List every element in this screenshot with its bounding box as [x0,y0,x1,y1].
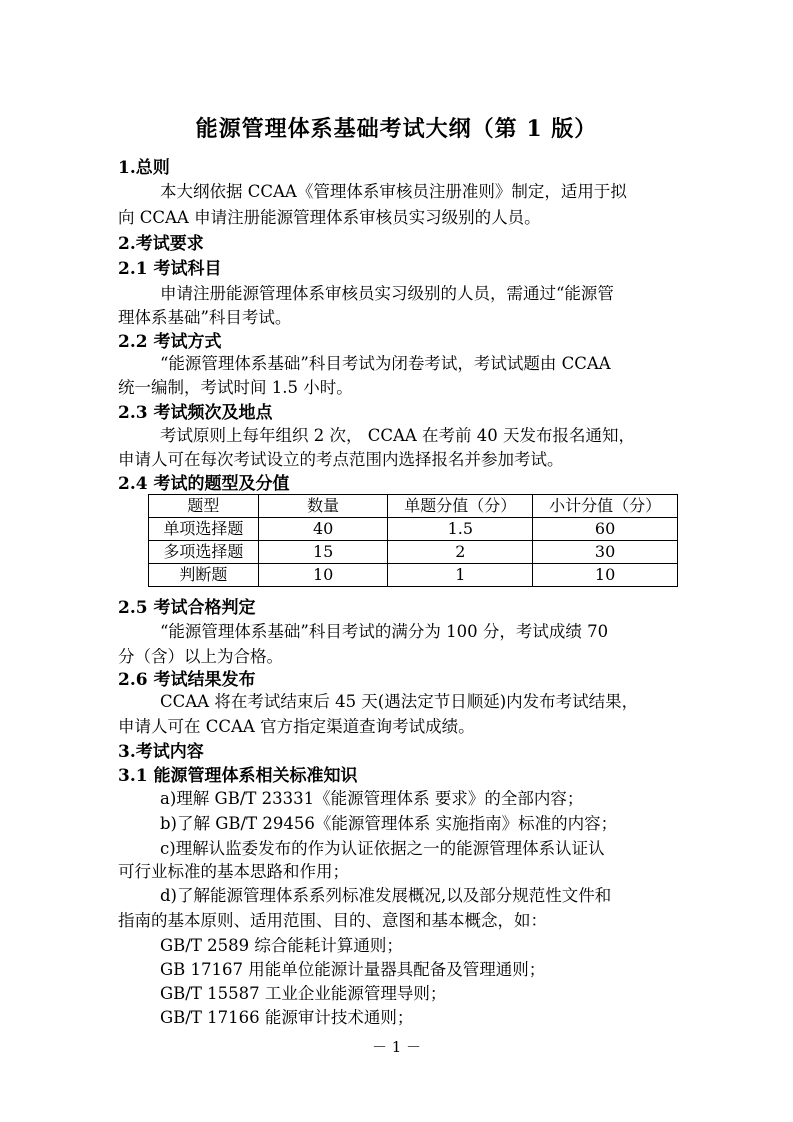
table-row [149,541,678,564]
table-cell: 1 [388,564,533,587]
section-2-2-paragraph-line: “能源管理体系基础”科目考试为闭卷考试，考试试题由 CCAA [160,354,611,373]
section-2-6-paragraph-line: CCAA 将在考试结束后 45 天(遇法定节日顺延)内发布考试结果， [160,692,639,711]
table-cell: 1.5 [388,518,533,541]
section-2-4-heading: 2.4 考试的题型及分值 [118,474,290,494]
section-2-5-paragraph-line: 分（含）以上为合格。 [118,647,283,666]
section-2-3-heading: 2.3 考试频次及地点 [118,403,273,423]
standard-list-item: GB 17167 用能单位能源计量器具配备及管理通则； [160,960,546,979]
table-cell: 10 [533,564,678,587]
table-header-cell: 数量 [258,495,388,518]
standard-list-item: GB/T 17166 能源审计技术通则； [160,1008,414,1027]
section-1-paragraph-line: 本大纲依据 CCAA《管理体系审核员注册准则》制定，适用于拟 [160,182,627,201]
section-2-1-heading: 2.1 考试科目 [118,259,222,279]
list-item: a)理解 GB/T 23331《能源管理体系 要求》的全部内容； [160,789,584,808]
table-row [149,564,678,587]
document-title: 能源管理体系基础考试大纲（第 1 版） [195,116,598,142]
section-2-5-paragraph-line: “能源管理体系基础”科目考试的满分为 100 分，考试成绩 70 [160,622,609,641]
section-2-3-paragraph-line: 考试原则上每年组织 2 次， CCAA 在考前 40 天发布报名通知， [160,426,636,445]
standard-list-item: GB/T 2589 综合能耗计算通则； [160,936,403,955]
section-2-1-paragraph-line: 申请注册能源管理体系审核员实习级别的人员，需通过“能源管 [160,284,614,303]
list-item-continuation: 可行业标准的基本思路和作用； [118,862,349,881]
table-cell: 30 [533,541,678,564]
table-cell: 多项选择题 [149,541,259,564]
section-3-heading: 3.考试内容 [118,742,204,762]
table-cell: 40 [258,518,388,541]
list-item-continuation: 指南的基本原则、适用范围、目的、意图和基本概念，如： [118,911,547,930]
table-cell: 60 [533,518,678,541]
table-cell: 判断题 [149,564,259,587]
table-row [149,518,678,541]
section-2-heading: 2.考试要求 [118,234,204,254]
section-2-3-paragraph-line: 申请人可在每次考试设立的考点范围内选择报名并参加考试。 [118,450,564,469]
standard-list-item: GB/T 15587 工业企业能源管理导则； [160,984,447,1003]
table-header-cell: 单题分值（分） [388,495,533,518]
table-header-cell: 题型 [149,495,259,518]
section-2-2-heading: 2.2 考试方式 [118,332,222,352]
score-table [148,494,678,587]
section-1-paragraph-line: 向 CCAA 申请注册能源管理体系审核员实习级别的人员。 [118,208,541,227]
table-cell: 单项选择题 [149,518,259,541]
section-2-6-heading: 2.6 考试结果发布 [118,670,256,690]
table-header-row [149,495,678,518]
section-3-1-heading: 3.1 能源管理体系相关标准知识 [118,766,358,786]
section-2-5-heading: 2.5 考试合格判定 [118,598,256,618]
list-item: c)理解认监委发布的作为认证依据之一的能源管理体系认证认 [160,839,605,858]
table-cell: 15 [258,541,388,564]
section-2-6-paragraph-line: 申请人可在 CCAA 官方指定渠道查询考试成绩。 [118,717,475,736]
page-number: － 1 － [371,1038,422,1056]
section-1-heading: 1.总则 [118,158,170,178]
table-cell: 10 [258,564,388,587]
table-header-cell: 小计分值（分） [533,495,678,518]
table-cell: 2 [388,541,533,564]
list-item: b)了解 GB/T 29456《能源管理体系 实施指南》标准的内容； [160,814,618,833]
section-2-1-paragraph-line: 理体系基础”科目考试。 [118,308,292,327]
section-2-2-paragraph-line: 统一编制，考试时间 1.5 小时。 [118,378,353,397]
list-item: d)了解能源管理体系系列标准发展概况,以及部分规范性文件和 [160,886,612,905]
